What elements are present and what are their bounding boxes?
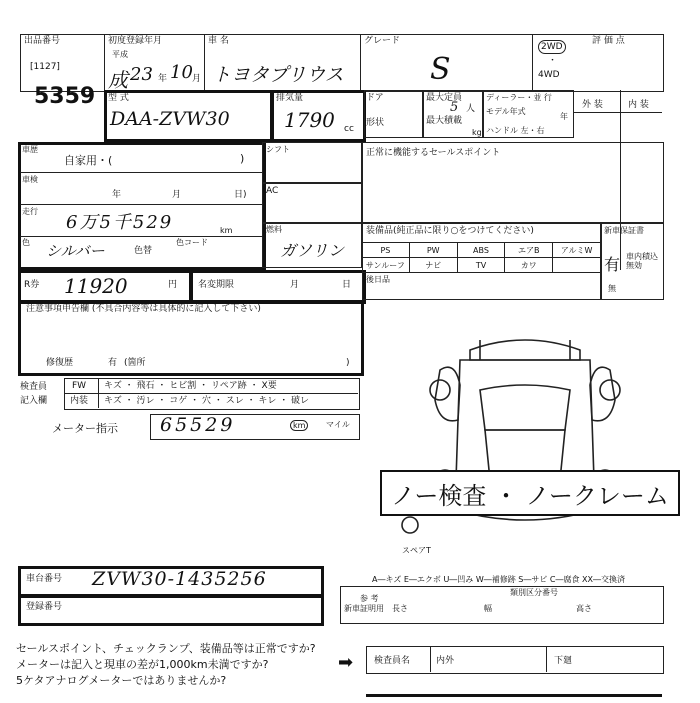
inspector-under: 下廻 xyxy=(554,656,573,666)
color-row xyxy=(20,236,262,237)
deadline-label: 名変期限 xyxy=(198,280,235,290)
question-3: 5ケタアナログメーターではありませんか? xyxy=(16,674,227,687)
first-reg-label: 初度登録年月 xyxy=(108,36,163,46)
equipment-grid xyxy=(362,242,600,273)
meter-value: 65529 xyxy=(160,414,236,436)
shape-label: 形状 xyxy=(366,118,385,128)
equip-sunroof[interactable]: サンルーフ xyxy=(362,258,410,272)
deadline-day: 日 xyxy=(342,280,352,290)
model-label: 型 式 xyxy=(108,93,129,103)
equip-ps[interactable]: PS xyxy=(362,243,410,257)
inspector-label-1: 検査員 xyxy=(20,382,48,392)
reg-box xyxy=(18,594,324,626)
in-items: キズ ・ 汚レ ・ コゲ ・ 穴 ・ スレ ・ キレ ・ 破レ xyxy=(104,396,310,406)
model-year-unit: 年 xyxy=(560,112,568,121)
history-value: 自家用・( xyxy=(64,154,113,167)
era-top: 平成 xyxy=(112,50,128,59)
repair-place: (箇所 xyxy=(124,358,146,368)
inspector-label-2: 記入欄 xyxy=(20,396,48,406)
lot-number: 5359 xyxy=(34,84,96,109)
aftermarket-label: 後日品 xyxy=(366,275,390,284)
repair-close: ) xyxy=(346,358,350,368)
car-name-label: 車 名 xyxy=(208,36,229,46)
inspector-name-label: 検査員名 xyxy=(374,656,411,666)
color-value: シルバー xyxy=(46,242,105,260)
load-unit: kg xyxy=(472,128,482,137)
score-label: 評 価 点 xyxy=(592,36,625,46)
capacity-value: 5 xyxy=(450,100,459,115)
mileage-value: 6万5千529 xyxy=(66,212,174,233)
fw-items: キズ ・ 飛石 ・ ヒビ割 ・ リペア跡 ・ X要 xyxy=(104,381,277,391)
equip-navi[interactable]: ナビ xyxy=(410,258,458,272)
width-label: 幅 xyxy=(484,604,492,613)
equipment-title: 装備品(純正品に限り○をつけてください) xyxy=(366,226,534,236)
warranty-none[interactable]: 無 xyxy=(608,284,616,293)
chassis-label: 車台番号 xyxy=(26,574,63,584)
shift-label: シフト xyxy=(266,145,290,154)
reg-month-unit: 月 xyxy=(192,74,202,84)
length-label: 長さ xyxy=(392,604,408,613)
recycle-value: 11920 xyxy=(64,274,128,298)
recycle-unit: 円 xyxy=(168,280,178,290)
repair-label: 修復歴 xyxy=(46,358,74,368)
inspection-month: 月 xyxy=(172,190,182,200)
color-code-label: 色コード xyxy=(176,238,208,247)
inspector-in: 内外 xyxy=(436,656,455,666)
inspector-grid-mid xyxy=(64,393,358,394)
meter-km: km xyxy=(290,420,308,431)
equip-airbag[interactable]: エアB xyxy=(505,243,553,257)
question-1: セールスポイント、チェックランプ、装備品等は正常ですか? xyxy=(16,642,316,655)
equip-tv[interactable]: TV xyxy=(458,258,506,272)
displacement-unit: cc xyxy=(344,124,354,134)
equip-leather[interactable]: カワ xyxy=(505,258,553,272)
door-label: ドア xyxy=(366,93,384,103)
load-label: 最大積載 xyxy=(426,116,463,126)
equip-abs[interactable]: ABS xyxy=(458,243,506,257)
height-label: 高さ xyxy=(576,604,592,613)
repair-have[interactable]: 有 xyxy=(108,358,118,368)
reg-year-unit: 年 xyxy=(158,74,168,84)
arrow-icon: ➡ xyxy=(338,652,354,673)
car-name: トヨタプリウス xyxy=(212,64,344,86)
damage-legend: A―キズ E―エクボ U―凹み W―補修跡 S―サビ C―腐食 XX―交換済 xyxy=(372,575,626,584)
inspection-day: 日) xyxy=(234,190,247,200)
new-car-ref: 新車証明用 xyxy=(344,604,384,613)
inspector-name-box xyxy=(366,646,664,674)
mileage-row xyxy=(20,204,262,205)
warranty-have[interactable]: 有 xyxy=(604,255,621,274)
equip-pw[interactable]: PW xyxy=(410,243,458,257)
meter-mile: マイル xyxy=(326,420,350,429)
chassis-value: ZVW30-1435256 xyxy=(92,568,267,590)
capacity-label: 最大定員 xyxy=(426,93,463,103)
deadline-month: 月 xyxy=(290,280,300,290)
equip-blank xyxy=(553,258,600,272)
color-swap-label: 色替 xyxy=(134,246,153,256)
ac-label: AC xyxy=(266,186,279,196)
inspector-name-div2 xyxy=(546,646,547,672)
capacity-unit: 人 xyxy=(466,104,476,114)
ref-label: 参 考 xyxy=(360,594,379,603)
mileage-unit: km xyxy=(220,226,233,235)
interior-label: 内 装 xyxy=(628,100,649,110)
era-mark: 成 xyxy=(108,68,128,92)
handle-label: ハンドル 左・右 xyxy=(486,126,545,135)
color-label: 色 xyxy=(22,238,30,247)
question-2: メーターは記入と現車の差が1,000km未満ですか? xyxy=(16,658,269,671)
reg-label: 登録番号 xyxy=(26,602,63,612)
fw-label: FW xyxy=(72,381,87,391)
grade-label: グレード xyxy=(364,36,401,46)
fuel-label: 燃料 xyxy=(266,225,282,234)
type-label: 類別区分番号 xyxy=(510,588,558,597)
fuel-value: ガソリン xyxy=(280,241,345,260)
inspector-grid-col xyxy=(98,378,99,408)
equip-alloy[interactable]: アルミW xyxy=(560,245,593,255)
drive-4wd: 4WD xyxy=(538,70,560,80)
bottom-bar xyxy=(366,694,662,703)
remarks-title: 注意事項申告欄 (不具合内容等は具体的に記入して下さい) xyxy=(26,304,261,314)
meter-label: メーター指示 xyxy=(52,422,118,435)
displacement-label: 排気量 xyxy=(276,93,304,103)
recycle-label: R券 xyxy=(24,280,40,290)
no-claim-stamp: ノー検査 ・ ノークレーム xyxy=(380,470,680,516)
dims-box xyxy=(340,586,664,624)
reg-year: 23 xyxy=(130,64,153,85)
inspection-year: 年 xyxy=(112,190,122,200)
model-year-label: モデル年式 xyxy=(486,107,526,116)
inspector-name-div1 xyxy=(430,646,431,672)
spare-tire-label: スペアT xyxy=(402,546,431,555)
displacement-value: 1790 xyxy=(284,108,335,132)
drive-2wd: 2WD xyxy=(538,40,566,54)
grade-value: S xyxy=(430,52,451,87)
drive-dot: ・ xyxy=(548,56,558,66)
reg-month: 10 xyxy=(170,62,193,83)
warranty-note: 車内積込無効 xyxy=(626,252,658,270)
inspection-label: 車検 xyxy=(22,175,38,184)
exterior-label: 外 装 xyxy=(582,100,603,110)
lot-bracket: [1127] xyxy=(30,62,60,72)
lot-label: 出品番号 xyxy=(24,36,61,46)
mileage-label: 走行 xyxy=(22,207,38,216)
dealer-label: ディーラー・並 行 xyxy=(486,93,552,102)
history-label: 車歴 xyxy=(22,145,38,154)
in-label: 内装 xyxy=(70,396,89,406)
selling-points-title: 正常に機能するセールスポイント xyxy=(366,148,501,158)
model-value: DAA-ZVW30 xyxy=(110,108,230,130)
warranty-label: 新車保証書 xyxy=(604,226,644,235)
inspection-row xyxy=(20,172,262,173)
history-close: ) xyxy=(240,152,245,165)
score-grid-h xyxy=(574,112,662,113)
